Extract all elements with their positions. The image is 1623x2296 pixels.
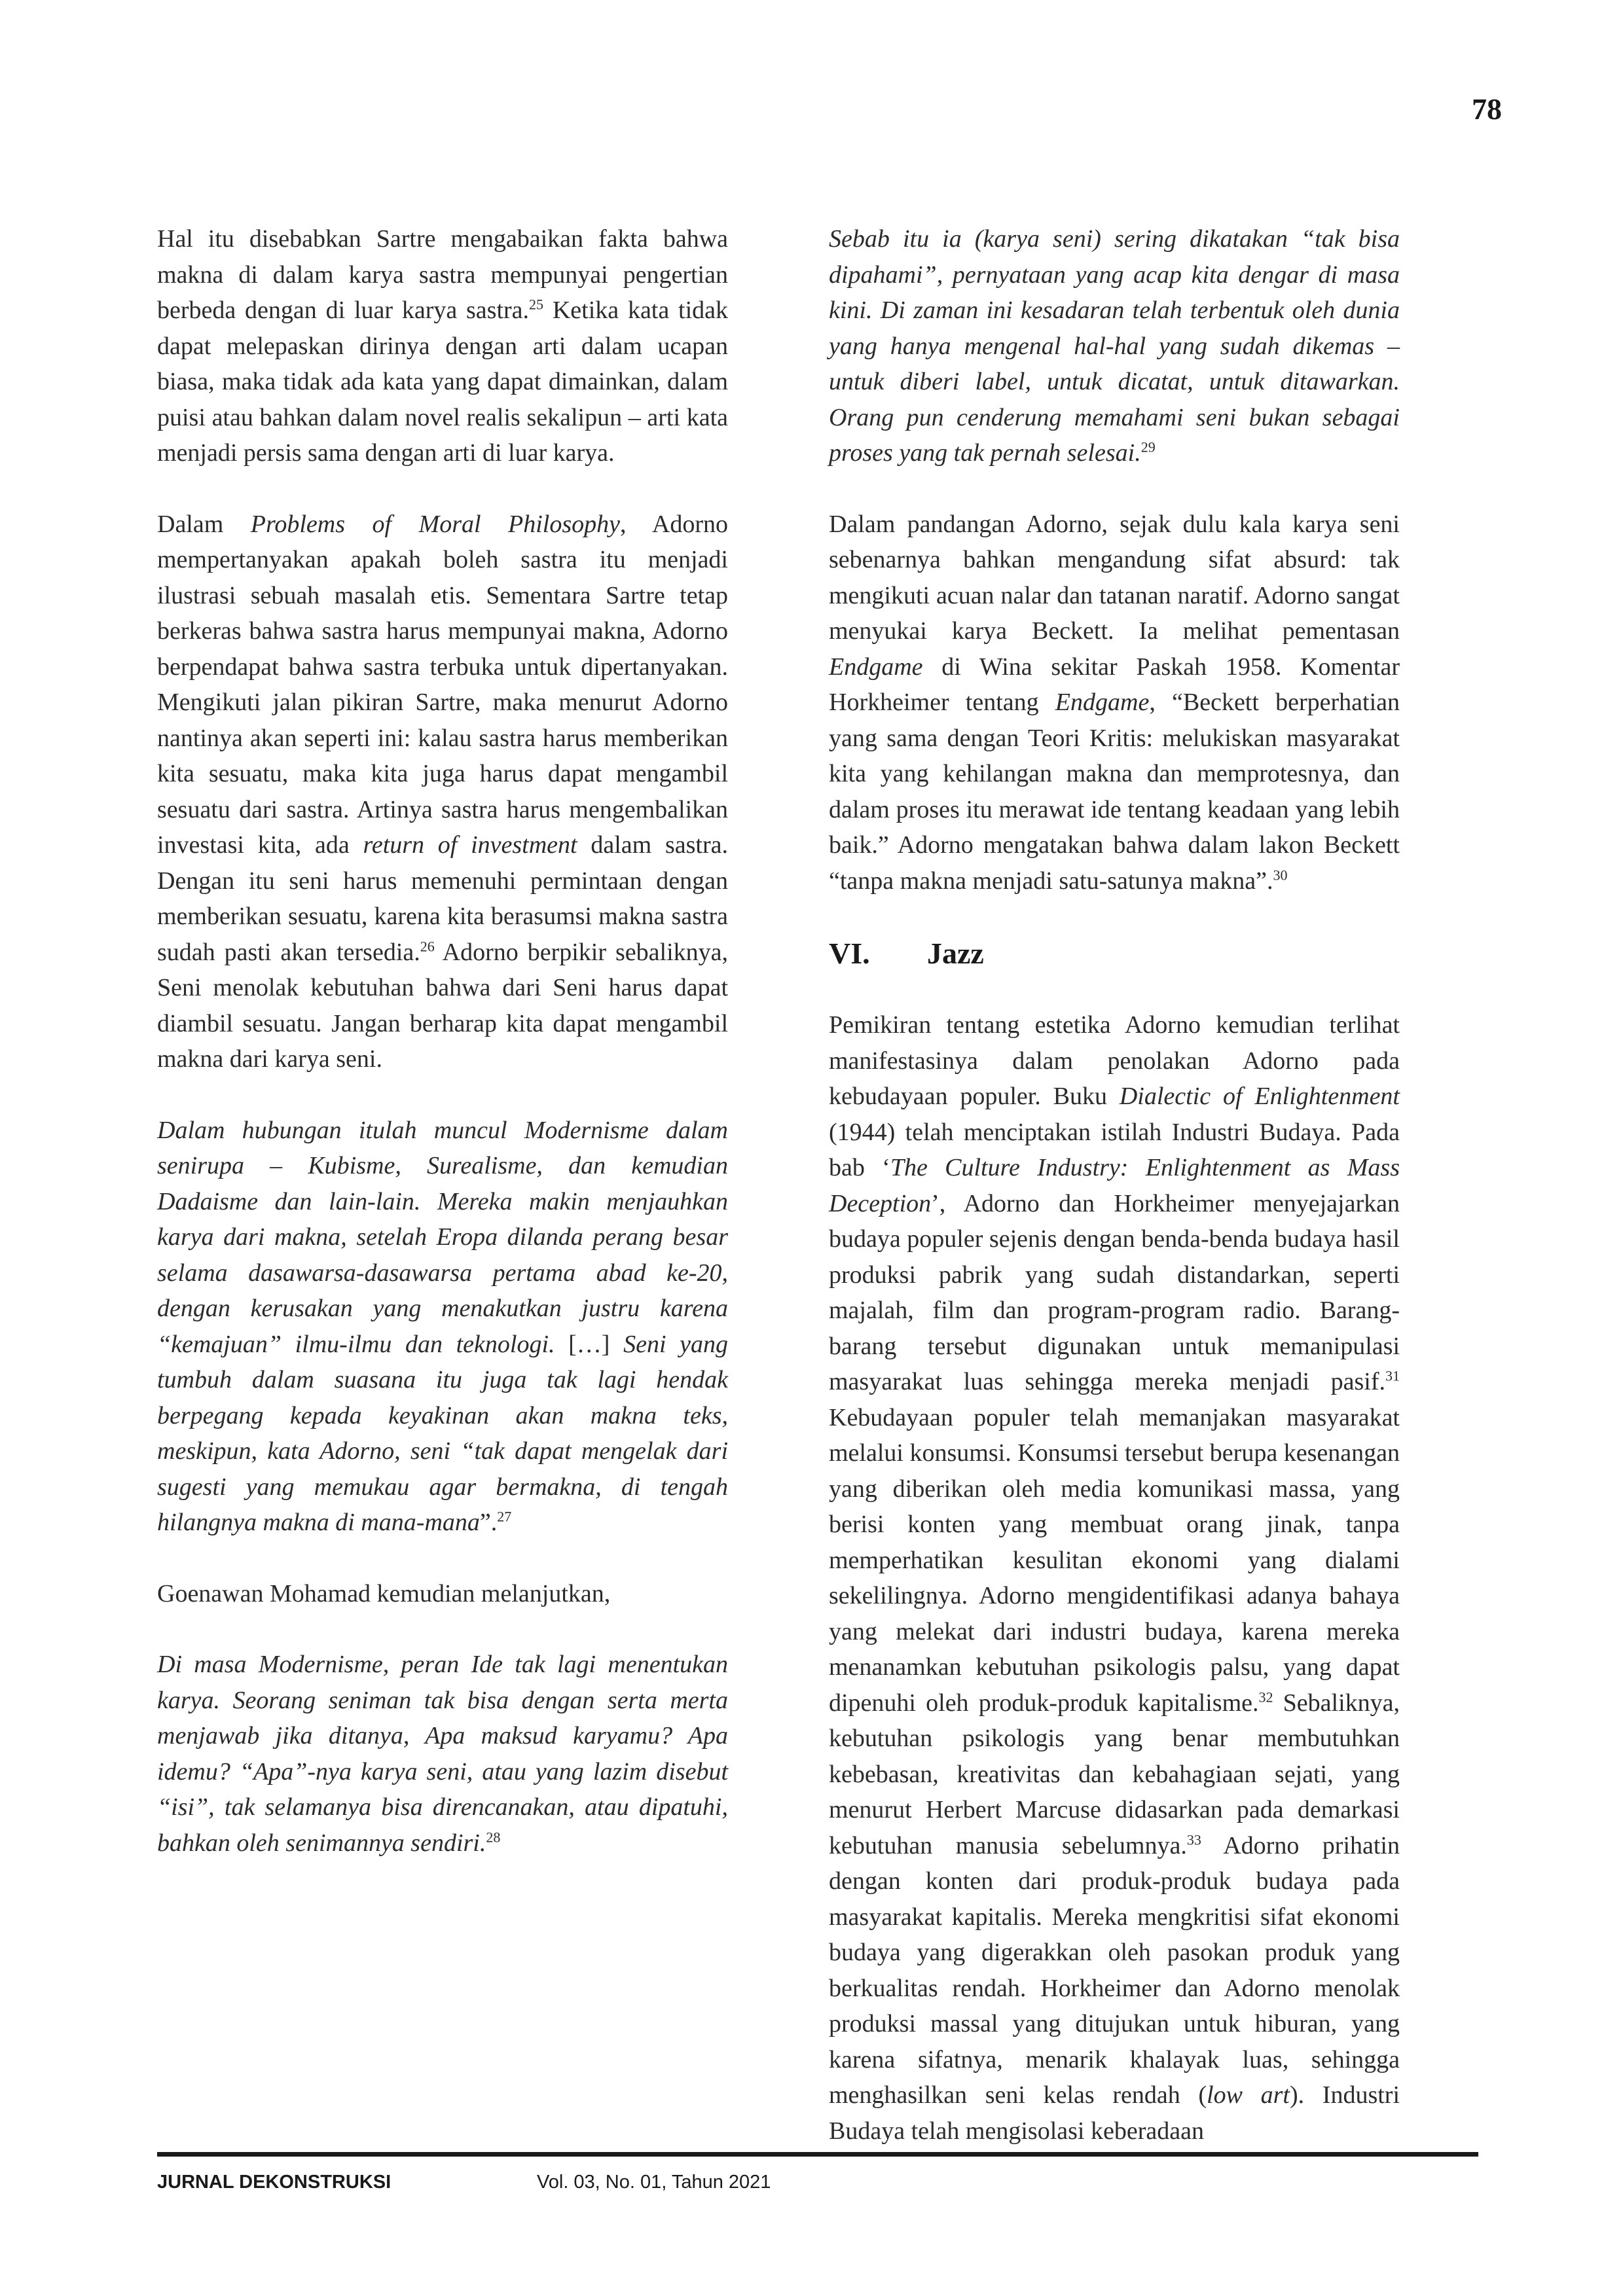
text-span: Adorno prihatin dengan konten dari produk-produk budaya pada masyarakat kapitalis. Mereka mengkritisi sifat ekonomi budaya yang digerakkan oleh pasokan produk yang berkualitas rendah. Horkheimer dan Adorno menolak produksi massal yang ditujukan untuk hiburan, yang karena sifatnya, menarik khalayak luas, sehingga menghasilkan seni kelas rendah (: [829, 1831, 1400, 2109]
text-span: (1944) telah menciptakan istilah Industri Budaya. Pada bab ‘: [829, 1118, 1400, 1181]
footnote-ref-33[interactable]: 33: [1186, 1831, 1201, 1848]
play-title: Endgame: [829, 653, 923, 681]
text-span: ’, Adorno dan Horkheimer menyejajarkan budaya populer sejenis dengan benda-benda budaya hasil produksi pabrik yang sudah distandarkan, seperti majalah, film dan program-program radio. Barang- barang tersebut digunakan untuk memanipulasi masyarakat luas sehingga mereka menjadi pasif.: [829, 1189, 1400, 1395]
footnote-ref-31[interactable]: 31: [1385, 1367, 1400, 1384]
text-span: Adorno berpikir sebaliknya, Seni menolak kebutuhan bahwa dari Seni harus dapat diambil sesuatu. Jangan berharap kita dapat mengambil makna dari karya seni.: [157, 938, 729, 1073]
chapter-title: The Culture Industry: Enlightenment as Mass Deception: [829, 1154, 1400, 1217]
left-column: [157, 221, 728, 1896]
text-span: , Adorno mempertanyakan apakah boleh sastra itu menjadi ilustrasi sebuah masalah etis. Sementara Sartre tetap berkeras bahwa sastra harus mempunyai makna, Adorno berpendapat bahwa sastra terbuka untuk dipertanyakan. Mengikuti jalan pikiran Sartre, maka menurut Adorno nantinya akan seperti ini: kalau sastra harus memberikan kita sesuatu, maka kita juga harus dapat mengambil sesuatu dari sastra. Artinya sastra harus mengembalikan investasi kita, ada: [157, 510, 728, 859]
paragraph-sartre-meaning: [157, 221, 728, 471]
paragraph-goenawan: Goenawan Mohamad kemudian melanjutkan,: [157, 1579, 611, 1607]
text-span: Hal itu disebabkan Sartre mengabaikan fakta bahwa makna di dalam karya sastra mempunyai pengertian berbeda dengan di luar karya sastra.: [157, 225, 728, 324]
section-title: Jazz: [927, 937, 984, 970]
footnote-ref-29[interactable]: 29: [1140, 439, 1156, 456]
footnote-ref-26[interactable]: 26: [420, 937, 435, 954]
text-span: Seni yang tumbuh dalam suasana itu juga tak lagi hendak berpegang kepada keyakinan akan makna teks, meskipun, kata Adorno, seni “tak dapat mengelak dari sugesti yang memukau agar bermakna, di tengah hilangnya makna di mana-mana: [157, 1330, 728, 1536]
term-italic: return of investment: [363, 831, 577, 859]
footer-volume: Vol. 03, No. 01, Tahun 2021: [537, 2172, 771, 2193]
section-heading: [829, 934, 1400, 973]
block-quote-modernism: [157, 1113, 728, 1541]
book-title: Dialectic of Enlightenment: [1119, 1083, 1400, 1110]
text-span: di Wina sekitar Paskah 1958. Komentar Horkheimer tentang: [829, 653, 1400, 716]
text-span: Sebaliknya, kebutuhan psikologis yang benar membutuhkan kebebasan, kreativitas dan kebahagiaan sejati, yang menurut Herbert Marcuse didasarkan pada demarkasi kebutuhan manusia sebelumnya.: [829, 1689, 1400, 1859]
right-column: [829, 221, 1400, 2184]
text-span: Pemikiran tentang estetika Adorno kemudian terlihat manifestasinya dalam penolakan Adorno pada kebudayaan populer. Buku: [829, 1011, 1400, 1110]
text-span: Sebab itu ia (karya seni) sering dikatakan “tak bisa dipahami”, pernyataan yang acap kita dengar di masa kini. Di zaman ini kesadaran telah terbentuk oleh dunia yang hanya mengenal hal-hal yang sudah dikemas – untuk diberi label, untuk dicatat, untuk ditawarkan. Orang pun cenderung memahami seni bukan sebagai proses yang tak pernah selesai.: [829, 225, 1400, 467]
play-title: Endgame: [1055, 689, 1150, 716]
term-italic: low art: [1207, 2081, 1290, 2109]
book-title: Problems of Moral Philosophy: [250, 510, 621, 538]
page-number: 78: [1472, 92, 1502, 126]
text-span: Dalam pandangan Adorno, sejak dulu kala karya seni sebenarnya bahkan mengandung sifat absurd: tak mengikuti acuan nalar dan tatanan naratif. Adorno sangat menyukai karya Beckett. Ia melihat pementasan: [829, 510, 1400, 645]
section-number: VI.: [829, 937, 870, 970]
paragraph-beckett: [829, 507, 1400, 899]
footnote-ref-30[interactable]: 30: [1273, 866, 1288, 883]
footnote-ref-25[interactable]: 25: [529, 296, 544, 313]
paragraph-culture-industry: [829, 1007, 1400, 2149]
text-span: Dalam: [157, 510, 251, 538]
ellipsis: […]: [568, 1330, 610, 1358]
text-span: Ketika kata tidak dapat melepaskan dirinya dengan arti dalam ucapan biasa, maka tidak ada kata yang dapat dimainkan, dalam puisi atau bahkan dalam novel realis sekalipun – arti kata menjadi persis sama dengan arti di luar karya.: [157, 296, 729, 467]
footnote-ref-32[interactable]: 32: [1258, 1688, 1273, 1705]
block-quote-continued: [829, 221, 1400, 471]
text-span: ). Industri Budaya telah mengisolasi keberadaan: [829, 2081, 1400, 2145]
text-span: Kebudayaan populer telah memanjakan masyarakat melalui konsumsi. Konsumsi tersebut berupa kesenangan yang diberikan oleh media komunikasi massa, yang berisi konten yang membuat orang jinak, tanpa memperhatikan kesulitan ekonomi yang dialami sekelilingnya. Adorno mengidentifikasi adanya bahaya yang melekat dari industri budaya, karena mereka menanamkan kebutuhan psikologis palsu, yang dapat dipenuhi oleh produk-produk kapitalisme.: [829, 1403, 1400, 1717]
paragraph-moral-philosophy: [157, 507, 728, 1077]
text-span: , “Beckett berperhatian yang sama dengan Teori Kritis: melukiskan masyarakat kita yang kehilangan makna dan memprotesnya, dan dalam proses itu merawat ide tentang keadaan yang lebih baik.” Adorno mengatakan bahwa dalam lakon Beckett “tanpa makna menjadi satu-satunya makna”.: [829, 689, 1400, 895]
text-span: Dalam hubungan itulah muncul Modernisme dalam senirupa – Kubisme, Surealisme, dan kemudian Dadaisme dan lain-lain. Mereka makin menjauhkan karya dari makna, setelah Eropa dilanda perang besar selama dasawarsa-dasawarsa pertama abad ke-20, dengan kerusakan yang menakutkan justru karena “kemajuan” ilmu-ilmu dan teknologi.: [157, 1116, 728, 1358]
footer-journal-name: JURNAL DEKONSTRUKSI: [157, 2172, 392, 2193]
footer-rule: [157, 2152, 1478, 2157]
text-span: Di masa Modernisme, peran Ide tak lagi menentukan karya. Seorang seniman tak bisa dengan serta merta menjawab jika ditanya, Apa maksud karyamu? Apa idemu? “Apa”-nya karya seni, atau yang lazim disebut “isi”, tak selamanya bisa direncanakan, atau dipatuhi, bahkan oleh senimannya sendiri.: [157, 1651, 728, 1857]
footnote-ref-28[interactable]: 28: [486, 1828, 501, 1845]
closing-quote: ”.: [479, 1509, 498, 1536]
text-span: dalam sastra. Dengan itu seni harus memenuhi permintaan dengan memberikan sesuatu, karena kita berasumsi makna sastra sudah pasti akan tersedia.: [157, 831, 728, 966]
block-quote-idea: [157, 1647, 728, 1861]
footnote-ref-27[interactable]: 27: [497, 1508, 512, 1525]
